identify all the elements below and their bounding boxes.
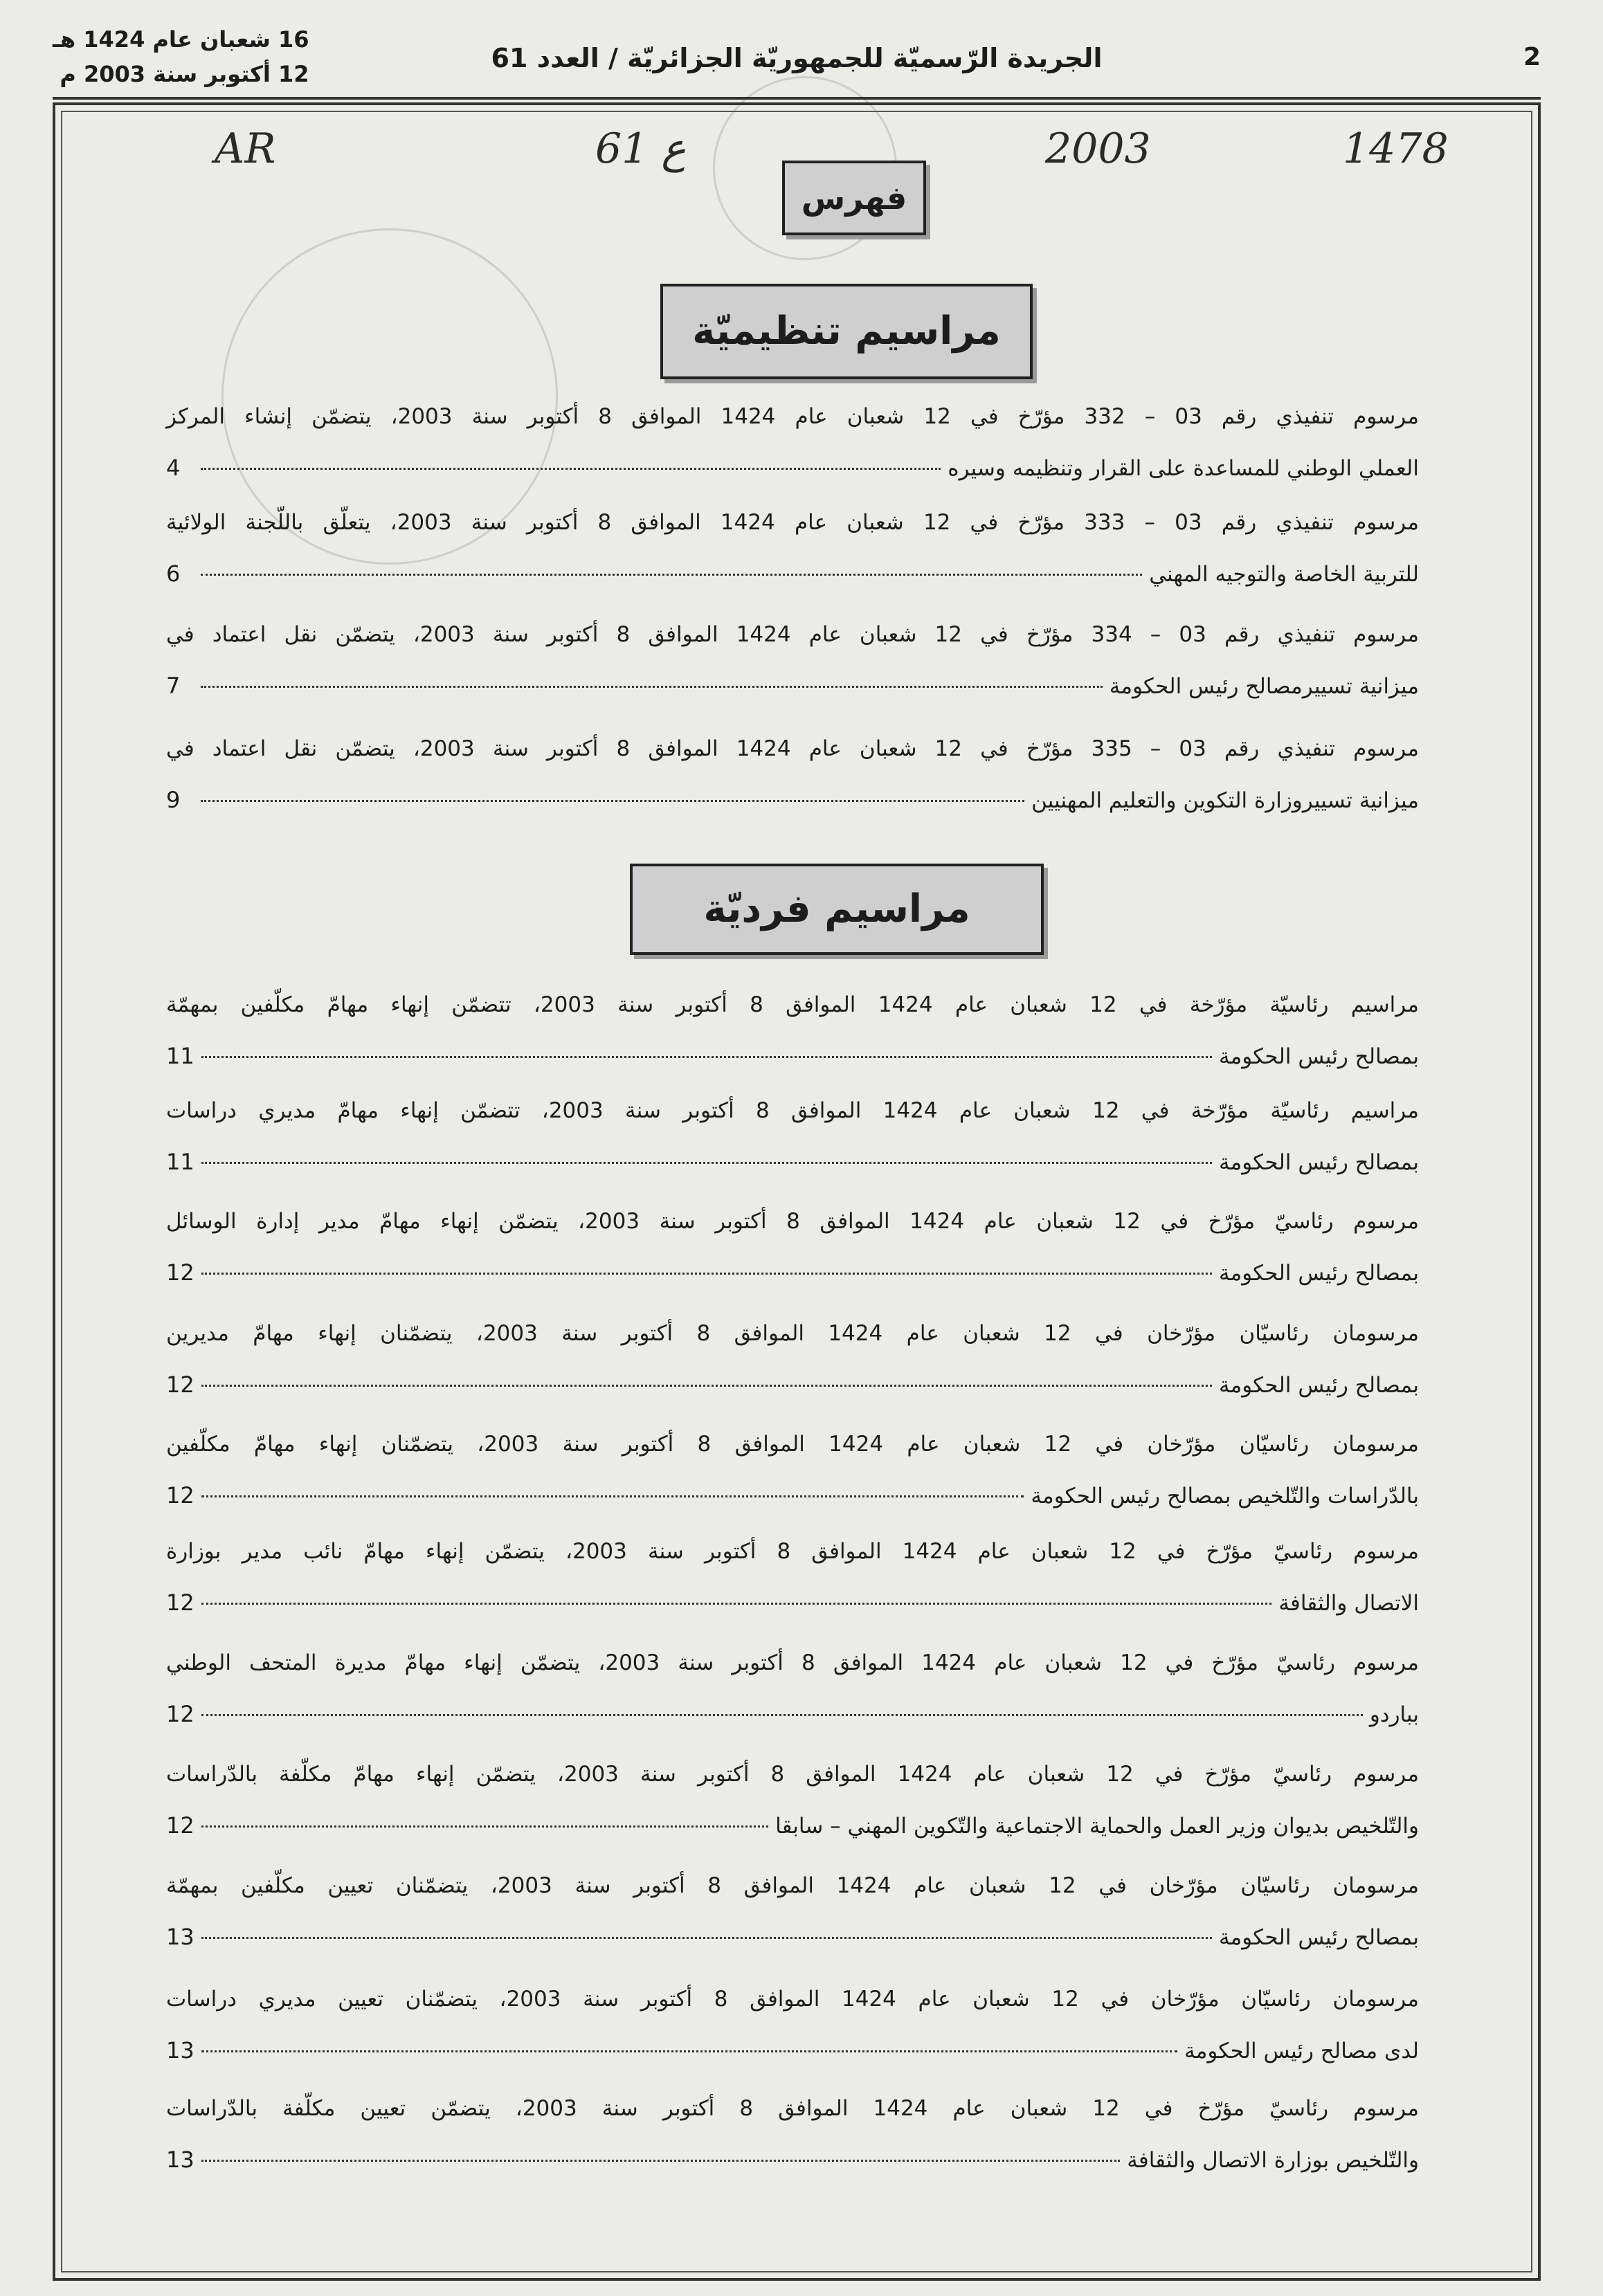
entry-title-line1: مرسوم رئاسيّ مؤرّخ في 12 شعبان عام 1424 الموافق 8 أكتوبر سنة 2003، يتضمّن إنهاء مهامّ مديرة المتحف الوطني xyxy=(166,1650,1419,1675)
entry-page-number: 13 xyxy=(166,2147,194,2173)
toc-entry[interactable] xyxy=(166,2083,1419,2186)
entry-title-line1: مرسوم رئاسيّ مؤرّخ في 12 شعبان عام 1424 الموافق 8 أكتوبر سنة 2003، يتضمّن تعيين مكلّفة بالدّراسات xyxy=(166,2096,1419,2121)
entry-page-number: 12 xyxy=(166,1259,194,1286)
entry-title-line1: مرسومان رئاسيّان مؤرّخان في 12 شعبان عام 1424 الموافق 8 أكتوبر سنة 2003، يتضمّنان تعيين مديري دراسات xyxy=(166,1987,1420,2012)
entry-title-line2: ميزانية تسييرمصالح رئيس الحكومة xyxy=(1109,674,1419,699)
entry-title-line1: مرسومان رئاسيّان مؤرّخان في 12 شعبان عام 1424 الموافق 8 أكتوبر سنة 2003، يتضمّنان تعيين مكلّفين بمهمّة xyxy=(166,1873,1419,1898)
entry-title-line1: مراسيم رئاسيّة مؤرّخة في 12 شعبان عام 1424 الموافق 8 أكتوبر سنة 2003، تتضمّن إنهاء مهامّ مكلّفين بمهمّة xyxy=(166,992,1419,1017)
page-header xyxy=(53,15,1541,91)
section-title-regulatory: مراسيم تنظيميّة xyxy=(660,284,1033,379)
entry-title-line1: مرسومان رئاسيّان مؤرّخان في 12 شعبان عام 1424 الموافق 8 أكتوبر سنة 2003، يتضمّنان إنهاء مهامّ مديرين xyxy=(166,1321,1419,1346)
toc-entry[interactable] xyxy=(166,979,1419,1082)
entry-page-number: 4 xyxy=(166,455,181,481)
handwritten-note-number: 1478 xyxy=(1343,125,1449,173)
toc-entry[interactable] xyxy=(166,1085,1419,1188)
hijri-date: 16 شعبان عام 1424 هـ xyxy=(53,26,309,53)
entry-title-line1: مرسوم تنفيذي رقم 03 – 334 مؤرّخ في 12 شعبان عام 1424 الموافق 8 أكتوبر سنة 2003، يتضمّن نقل اعتماد في xyxy=(166,622,1420,647)
entry-title-line2: العملي الوطني للمساعدة على القرار وتنظيمه وسيره xyxy=(948,456,1419,481)
entry-page-number: 13 xyxy=(166,1924,194,1950)
toc-entry[interactable] xyxy=(166,1308,1419,1411)
handwritten-note-center: 61 ع xyxy=(595,125,687,173)
toc-entry[interactable] xyxy=(166,1749,1419,1852)
entry-title-line1: مرسوم رئاسيّ مؤرّخ في 12 شعبان عام 1424 الموافق 8 أكتوبر سنة 2003، يتضمّن إنهاء مهامّ مدير إدارة الوسائل xyxy=(166,1209,1419,1234)
dot-leader xyxy=(201,1385,1212,1387)
dot-leader xyxy=(201,1162,1212,1164)
header-divider xyxy=(53,97,1541,100)
entry-title-line2: الاتصال والثقافة xyxy=(1278,1591,1419,1616)
dot-leader xyxy=(201,1937,1212,1939)
dot-leader xyxy=(201,1603,1272,1605)
entry-page-number: 7 xyxy=(166,673,181,699)
entry-title-line2: والتّلخيص بديوان وزير العمل والحماية الاجتماعية والتّكوين المهني – سابقا xyxy=(775,1814,1419,1839)
dot-leader xyxy=(201,1273,1212,1275)
toc-entry[interactable] xyxy=(166,1860,1419,1963)
entry-title-line1: مراسيم رئاسيّة مؤرّخة في 12 شعبان عام 1424 الموافق 8 أكتوبر سنة 2003، تتضمّن إنهاء مهامّ مديري دراسات xyxy=(166,1098,1419,1123)
toc-entry[interactable] xyxy=(166,1419,1419,1522)
entry-title-line1: مرسوم تنفيذي رقم 03 – 335 مؤرّخ في 12 شعبان عام 1424 الموافق 8 أكتوبر سنة 2003، يتضمّن نقل اعتماد في xyxy=(166,736,1420,761)
dot-leader xyxy=(201,1495,1024,1497)
dot-leader xyxy=(201,800,1024,802)
entry-page-number: 6 xyxy=(166,561,181,587)
entry-title-line2: بمصالح رئيس الحكومة xyxy=(1219,1150,1419,1175)
entry-page-number: 11 xyxy=(166,1149,194,1175)
entry-page-number: 13 xyxy=(166,2037,194,2063)
dot-leader xyxy=(201,1825,768,1828)
handwritten-note-left: AR xyxy=(215,125,276,173)
toc-entry[interactable] xyxy=(166,391,1419,494)
entry-page-number: 12 xyxy=(166,1372,194,1398)
entry-title-line2: بباردو xyxy=(1369,1702,1419,1727)
entry-page-number: 9 xyxy=(166,787,181,813)
entry-title-line2: بمصالح رئيس الحكومة xyxy=(1219,1261,1419,1286)
toc-entry[interactable] xyxy=(166,723,1419,826)
toc-entry[interactable] xyxy=(166,497,1419,600)
entry-page-number: 12 xyxy=(166,1701,194,1727)
dot-leader xyxy=(201,1056,1212,1058)
dot-leader xyxy=(201,574,1142,576)
dot-leader xyxy=(201,1714,1363,1716)
entry-page-number: 12 xyxy=(166,1589,194,1616)
entry-title-line1: مرسوم رئاسيّ مؤرّخ في 12 شعبان عام 1424 الموافق 8 أكتوبر سنة 2003، يتضمّن إنهاء مهامّ مكلّفة بالدّراسات xyxy=(166,1762,1419,1787)
entry-title-line2: بمصالح رئيس الحكومة xyxy=(1219,1373,1419,1398)
dot-leader xyxy=(201,2160,1121,2162)
toc-entry[interactable] xyxy=(166,1974,1419,2077)
toc-entry[interactable] xyxy=(166,1196,1419,1299)
gregorian-date: 12 أكتوبر سنة 2003 م xyxy=(60,61,309,87)
entry-title-line2: بمصالح رئيس الحكومة xyxy=(1219,1925,1419,1950)
entry-title-line2: ميزانية تسييروزارة التكوين والتعليم المهنيين xyxy=(1031,788,1419,813)
issue-dates xyxy=(53,22,309,91)
toc-entry[interactable] xyxy=(166,1526,1419,1629)
entry-title-line1: مرسومان رئاسيّان مؤرّخان في 12 شعبان عام 1424 الموافق 8 أكتوبر سنة 2003، يتضمّنان إنهاء مهامّ مكلّفين xyxy=(166,1432,1419,1457)
entry-page-number: 12 xyxy=(166,1482,194,1509)
entry-title-line1: مرسوم تنفيذي رقم 03 – 332 مؤرّخ في 12 شعبان عام 1424 الموافق 8 أكتوبر سنة 2003، يتضمّن إنشاء المركز xyxy=(166,404,1419,429)
entry-title-line2: للتربية الخاصة والتوجيه المهني xyxy=(1149,562,1419,587)
toc-title: فهرس xyxy=(782,161,926,235)
gazette-title: الجريدة الرّسميّة للجمهوريّة الجزائريّة / العدد 61 xyxy=(491,43,1103,73)
toc-entry[interactable] xyxy=(166,609,1419,712)
entry-title-line2: بالدّراسات والتّلخيص بمصالح رئيس الحكومة xyxy=(1031,1484,1419,1509)
entry-title-line2: لدى مصالح رئيس الحكومة xyxy=(1184,2039,1419,2063)
dot-leader xyxy=(201,468,941,470)
section-title-individual: مراسيم فرديّة xyxy=(630,864,1044,955)
handwritten-note-year: 2003 xyxy=(1045,125,1151,173)
dot-leader xyxy=(201,686,1103,688)
entry-title-line2: بمصالح رئيس الحكومة xyxy=(1219,1044,1419,1069)
entry-title-line1: مرسوم رئاسيّ مؤرّخ في 12 شعبان عام 1424 الموافق 8 أكتوبر سنة 2003، يتضمّن إنهاء مهامّ نائب مدير بوزارة xyxy=(166,1539,1419,1564)
entry-title-line2: والتّلخيص بوزارة الاتصال والثقافة xyxy=(1127,2148,1419,2173)
toc-entry[interactable] xyxy=(166,1637,1419,1740)
entry-page-number: 11 xyxy=(166,1043,194,1069)
entry-title-line1: مرسوم تنفيذي رقم 03 – 333 مؤرّخ في 12 شعبان عام 1424 الموافق 8 أكتوبر سنة 2003، يتعلّق باللّجنة الولائية xyxy=(166,510,1419,535)
page-number: 2 xyxy=(1523,43,1541,71)
entry-page-number: 12 xyxy=(166,1812,194,1839)
dot-leader xyxy=(201,2050,1177,2052)
